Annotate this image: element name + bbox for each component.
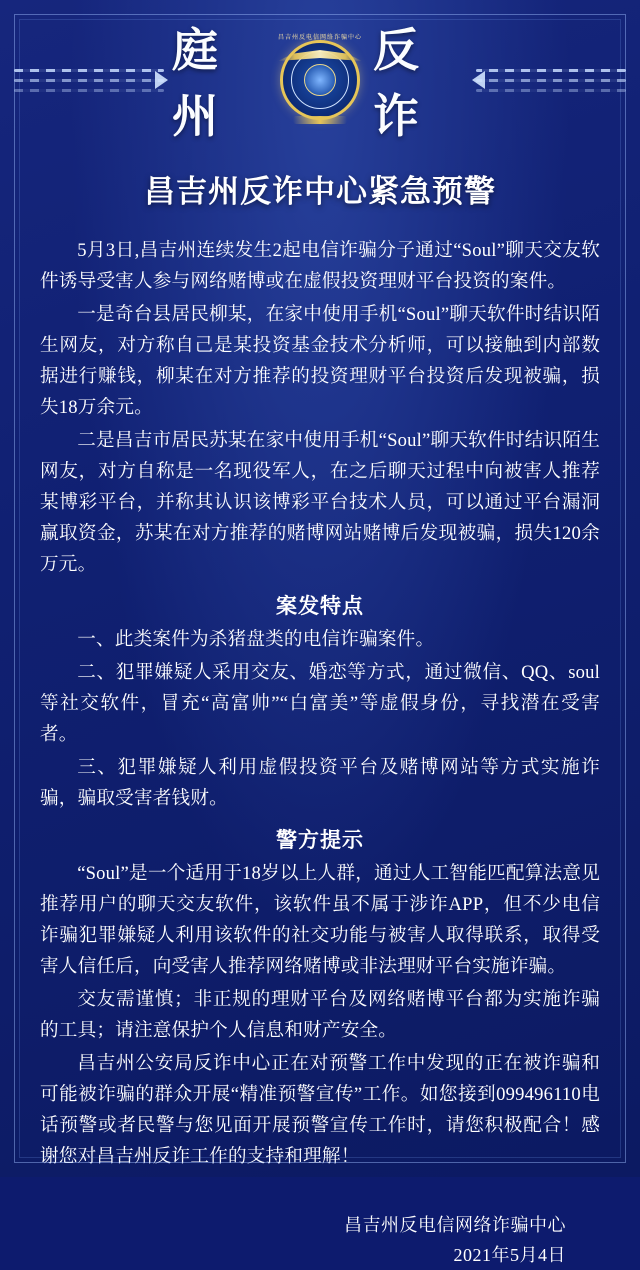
police-tip-item: 交友需谨慎；非正规的理财平台及网络赌博平台都为实施诈骗的工具；请注意保护个人信息和财产安全。 <box>40 989 600 1041</box>
page-title: 昌吉州反诈中心紧急预警 <box>144 174 496 209</box>
police-tip-item: 昌吉州公安局反诈中心正在对预警工作中发现的正在被诈骗和可能被诈骗的群众开展“精准预警宣传”工作。如您接到099496110电话预警或者民警与您见面开展预警宣传工作时，请您积极配合！感谢您对昌吉州反诈工作的支持和理解！ <box>40 1053 600 1167</box>
police-tip-item: “Soul”是一个适用于18岁以上人群，通过人工智能匹配算法意见推荐用户的聊天交友软件，该软件虽不属于涉诈APP，但不少电信诈骗犯罪嫌疑人利用该软件的社交功能与被害人取得联系，取得受害人信任后，向受害人推荐网络赌博或非法理财平台实施诈骗。 <box>40 863 600 977</box>
banner-right-word: 反诈 <box>373 25 421 142</box>
banner-left-word: 庭州 <box>172 25 220 142</box>
left-ornament-icon <box>14 59 164 101</box>
banner-header <box>14 20 626 140</box>
section-heading-police-tips: 警方提示 <box>276 828 364 852</box>
case-one-paragraph: 一是奇台县居民柳某，在家中使用手机“Soul”聊天软件时结识陌生网友，对方称自己是某投资基金技术分析师，可以接触到内部数据进行赚钱，柳某在对方推荐的投资理财平台投资后发现被骗，损失18万余元。 <box>40 304 600 418</box>
signature-org: 昌吉州反电信网络诈骗中心 <box>344 1215 566 1235</box>
signature-date: 2021年5月4日 <box>453 1245 566 1265</box>
right-ornament-icon <box>476 59 626 101</box>
signature-block <box>40 1210 600 1270</box>
case-feature-item: 二、犯罪嫌疑人采用交友、婚恋等方式，通过微信、QQ、soul等社交软件，冒充“高富帅”“白富美”等虚假身份，寻找潜在受害者。 <box>40 662 600 745</box>
case-feature-item: 三、犯罪嫌疑人利用虚假投资平台及赌博网站等方式实施诈骗，骗取受害者钱财。 <box>40 757 600 809</box>
intro-paragraph: 5月3日,昌吉州连续发生2起电信诈骗分子通过“Soul”聊天交友软件诱导受害人参与网络赌博或在虚假投资理财平台投资的案件。 <box>40 240 600 292</box>
section-heading-case-features: 案发特点 <box>276 594 364 618</box>
document-body <box>14 235 626 1270</box>
police-emblem-icon <box>277 32 363 128</box>
case-two-paragraph: 二是昌吉市居民苏某在家中使用手机“Soul”聊天软件时结识陌生网友，对方自称是一名现役军人，在之后聊天过程中向被害人推荐某博彩平台，并称其认识该博彩平台技术人员，可以通过平台漏洞赢取资金，苏某在对方推荐的赌博网站赌博后发现被骗，损失120余万元。 <box>40 430 600 575</box>
emblem-arc-text: 昌吉州反电信网络诈骗中心 <box>277 35 362 41</box>
case-feature-item: 一、此类案件为杀猪盘类的电信诈骗案件。 <box>77 629 435 650</box>
